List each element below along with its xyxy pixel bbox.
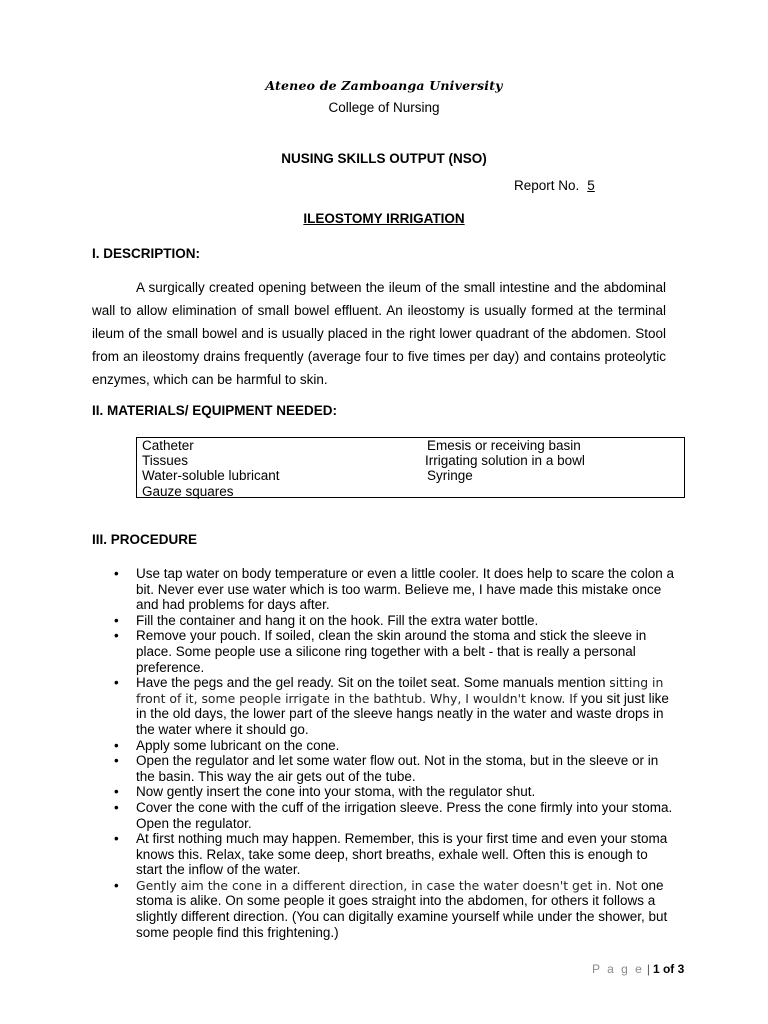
material-item: Tissues — [142, 453, 189, 469]
procedure-step: • Have the pegs and the gel ready. Sit on the toilet seat. Some manuals mention sitting in front of it, some people irrigate in the bathtub. Why, I wouldn't know. If you sit just like in the old days, the lower part of the sleeve hangs neatly in the water and waste drops in the water where it should go. — [114, 675, 669, 737]
procedure-step: • Fill the container and hang it on the hook. Fill the extra water bottle. — [114, 612, 539, 628]
bullet-icon: • — [114, 831, 119, 847]
topic-title: ILEOSTOMY IRRIGATION — [303, 211, 465, 226]
bullet-icon: • — [114, 737, 119, 753]
materials-heading: II. MATERIALS/ EQUIPMENT NEEDED: — [92, 403, 338, 418]
material-item: Water-soluble lubricant — [142, 468, 280, 484]
bullet-icon: • — [114, 628, 119, 644]
material-item: Emesis or receiving basin — [427, 438, 581, 453]
material-item: Syringe — [427, 468, 473, 484]
materials-table — [136, 437, 685, 498]
material-item: Gauze squares — [142, 483, 234, 499]
procedure-step: • Use tap water on body temperature or even a little cooler. It does help to scare the colon a bit. Never ever use water which is too warm. Believe me, I have made this mistake once and had problems for days after. — [114, 566, 675, 613]
procedure-step: • At first nothing much may happen. Remember, this is your first time and even your stoma knows this. Relax, take some deep, short breaths, exhale well. Often this is enough to start the inflow of the water. — [114, 831, 668, 878]
procedure-heading: III. PROCEDURE — [92, 532, 198, 547]
page-word: P a g e — [592, 962, 644, 976]
report-number: 5 — [587, 178, 595, 193]
material-item: Irrigating solution in a bowl — [425, 453, 585, 469]
description-heading: I. DESCRIPTION: — [92, 246, 201, 261]
bullet-icon: • — [114, 566, 119, 581]
procedure-step: • Gently aim the cone in a different direction, in case the water doesn't get in. Not one stoma is alike. On some people it goes straight into the abdomen, for others it follows a slightly different direction. (You can digitally examine yourself while under the shower, but some people find this frightening.) — [114, 877, 668, 940]
college-name: College of Nursing — [328, 100, 440, 115]
materials-right-column — [425, 438, 585, 484]
procedure-step: • Open the regulator and let some water flow out. Not in the stoma, but in the sleeve or in the basin. This way the air gets out of the tube. — [114, 753, 659, 784]
procedure-step: • Apply some lubricant on the cone. — [114, 737, 340, 753]
procedure-step: • Remove your pouch. If soiled, clean the skin around the stoma and stick the sleeve in place. Some people use a silicone ring together with a belt - that is really a personal preference. — [114, 628, 647, 675]
page-footer — [592, 962, 684, 976]
procedure-list — [114, 566, 676, 940]
material-item: Catheter — [142, 438, 194, 453]
report-label: Report No. — [514, 178, 580, 193]
report-number-line — [514, 178, 601, 193]
bullet-icon: • — [114, 612, 119, 628]
bullet-icon: • — [114, 877, 119, 893]
footer-separator: | — [646, 962, 650, 976]
procedure-step: • Now gently insert the cone into your stoma, with the regulator shut. — [114, 784, 536, 800]
bullet-icon: • — [114, 784, 119, 800]
bullet-icon: • — [114, 753, 119, 769]
bullet-icon: • — [114, 799, 119, 815]
description-text: A surgically created opening between the ileum of the small intestine and the abdominal wall to allow elimination of small bowel effluent. An ileostomy is usually formed at the terminal ileum of the small bowel and is usually placed in the right lower quadrant of the abdomen. Stool from an ileostomy drains frequently (average four to five times per day) and contains proteolytic enzymes, which can be harmful to skin. — [92, 280, 666, 387]
materials-left-column — [142, 438, 280, 499]
page-count: 1 of 3 — [652, 962, 685, 976]
bullet-icon: • — [114, 675, 119, 691]
procedure-step: • Cover the cone with the cuff of the irrigation sleeve. Press the cone firmly into your stoma. Open the regulator. — [114, 799, 673, 831]
document-title: NUSING SKILLS OUTPUT (NSO) — [281, 151, 487, 166]
university-name: Ateneo de Zamboanga University — [265, 78, 503, 93]
